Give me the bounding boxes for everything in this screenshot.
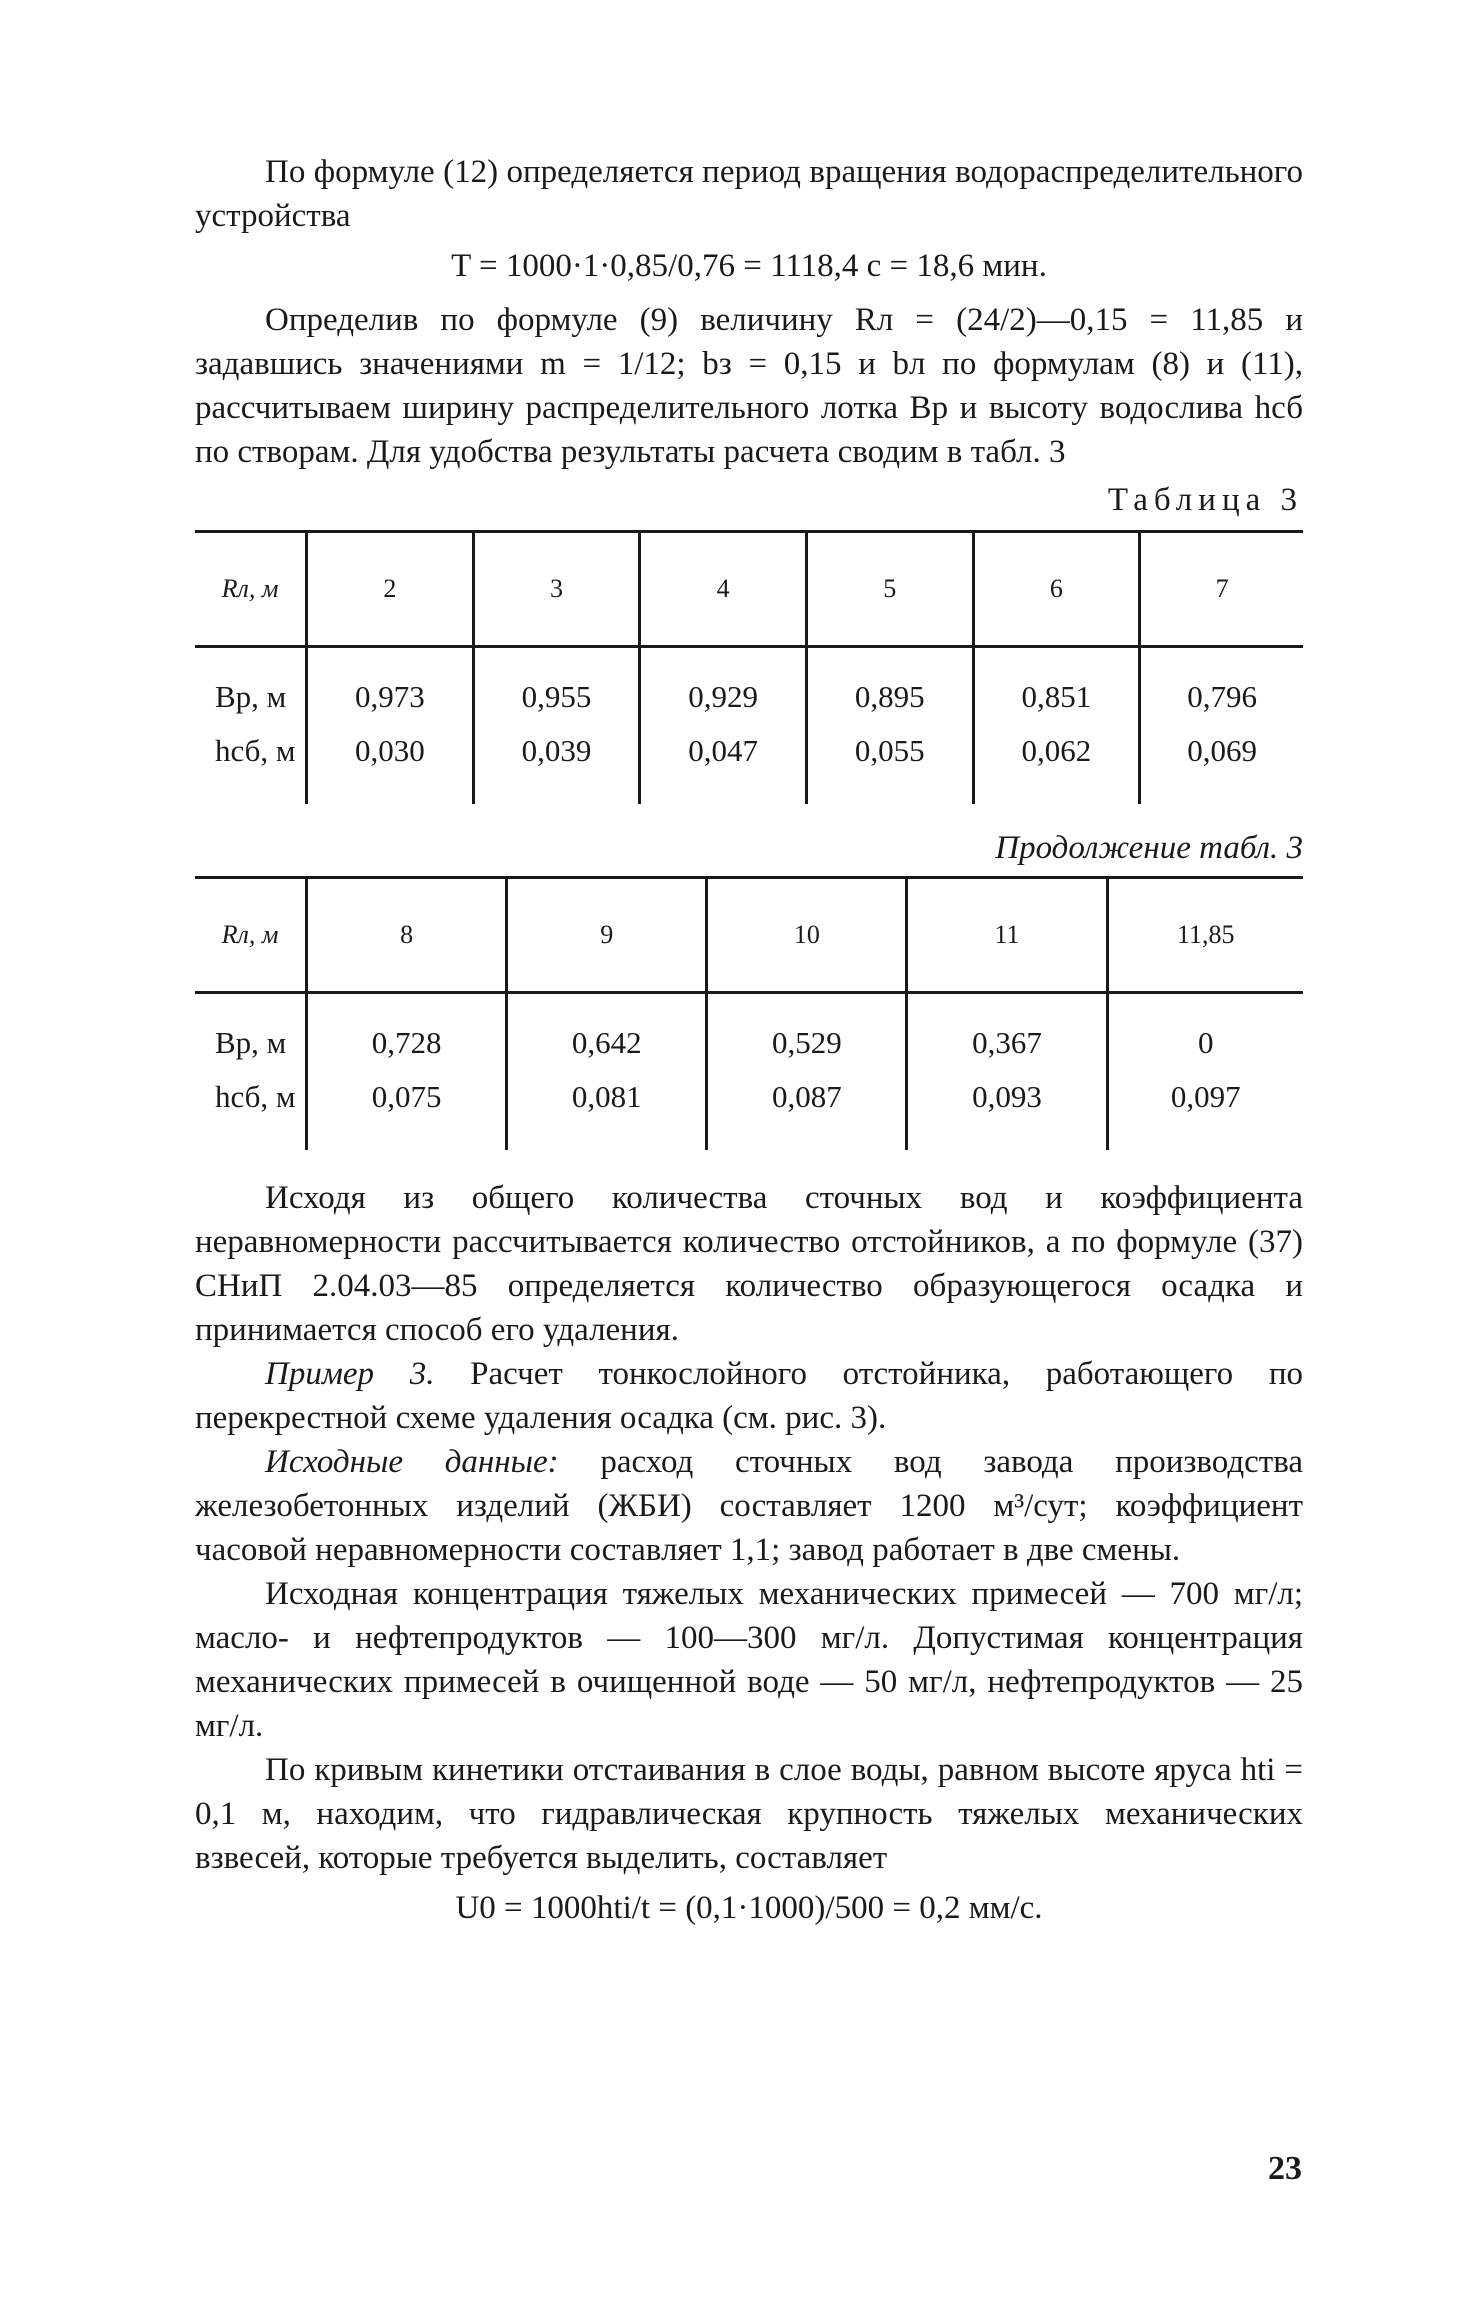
source-data-lead: Исходные данные: [265,1444,559,1480]
table-header-cell: 11,85 [1107,878,1303,993]
table-cell: 0,367 [907,993,1107,1071]
table-cell: 0,642 [507,993,707,1071]
table-3-continued [195,876,1303,1150]
paragraph-concentration: Исходная концентрация тяжелых механических примесей — 700 мг/л; масло- и нефтепродуктов — 100—300 мг/л. Допустимая концентрация механических примесей в очищенной воде — 50 мг/л, нефтепродуктов — 25 мг/л. [195,1576,1303,1744]
table-header-label: Rл, м [195,532,307,647]
table-cell: 0,075 [307,1070,507,1150]
table-cell: 0,955 [473,647,640,725]
table-cell: 0,030 [307,724,474,804]
paragraph-kinetics: По кривым кинетики отстаивания в слое воды, равном высоте яруса hti = 0,1 м, находим, что гидравлическая крупность тяжелых механических взвесей, которые требуется выделить, составляет [195,1752,1303,1876]
example-lead: Пример 3. [265,1356,435,1392]
table-row [195,1070,1303,1150]
paragraph-source-data [195,1440,1303,1572]
table-cell: 0,062 [973,724,1140,804]
table-cell: 0,087 [707,1070,907,1150]
table-cell: 0,728 [307,993,507,1071]
table-header-cell: 2 [307,532,474,647]
table-header-cell: 9 [507,878,707,993]
table-header-cell: 10 [707,878,907,993]
formula-rotation-period: T = 1000·1·0,85/0,76 = 1118,4 с = 18,6 мин. [451,248,1047,284]
table-cell: 0,895 [806,647,973,725]
row-label: hсб, м [215,733,296,768]
table-header-row [195,532,1303,647]
table-header-cell: 3 [473,532,640,647]
paragraph-3: Исходя из общего количества сточных вод и коэффициента неравномерности рассчитывается количество отстойников, а по формуле (37) СНиП 2.04.03—85 определяется количество образующегося осадка и принимается способ его удаления. [195,1180,1303,1348]
table-header-cell: 8 [307,878,507,993]
table-header-cell: 7 [1140,532,1303,647]
table-row [195,724,1303,804]
table-header-row [195,878,1303,993]
paragraph-example-3 [195,1352,1303,1440]
page-number: 23 [1268,2150,1302,2187]
example-text: Расчет тонкослойного отстойника, работающего по перекрестной схеме удаления осадка (см. рис. 3). [195,1356,1303,1436]
table-row [195,647,1303,725]
table-cell: 0,093 [907,1070,1107,1150]
table-cell: 0,851 [973,647,1140,725]
table-cell: 0,097 [1107,1070,1303,1150]
table-cell: 0,055 [806,724,973,804]
table-cell: 0,047 [640,724,807,804]
table-header-cell: 6 [973,532,1140,647]
table-caption: Таблица 3 [1107,482,1303,518]
table-row [195,993,1303,1071]
row-label: hсб, м [215,1079,296,1114]
table-cell: 0,929 [640,647,807,725]
formula-hydraulic-size: U0 = 1000hti/t = (0,1·1000)/500 = 0,2 мм/с. [455,1890,1043,1926]
row-label: Bр, м [215,1025,287,1060]
table-cell: 0,796 [1140,647,1303,725]
table-cell: 0,039 [473,724,640,804]
source-data-text: расход сточных вод завода производства железобетонных изделий (ЖБИ) составляет 1200 м³/сут; коэффициент часовой неравномерности составляет 1,1; завод работает в две смены. [195,1444,1303,1568]
table-header-cell: 11 [907,878,1107,993]
paragraph-1: По формуле (12) определяется период вращения водораспределительного устройства [195,154,1303,234]
table-cell: 0 [1107,993,1303,1071]
table-header-cell: 5 [806,532,973,647]
table-cell: 0,081 [507,1070,707,1150]
paragraph-2: Определив по формуле (9) величину Rл = (24/2)—0,15 = 11,85 и задавшись значениями m = 1/12; bз = 0,15 и bл по формулам (8) и (11), рассчитываем ширину распределительного лотка Bр и высоту водослива hсб по створам. Для удобства результаты расчета сводим в табл. 3 [195,302,1303,470]
table-cell: 0,973 [307,647,474,725]
table-cell: 0,069 [1140,724,1303,804]
table-cell: 0,529 [707,993,907,1071]
row-label: Bр, м [215,679,287,714]
table-continuation-caption: Продолжение табл. 3 [995,830,1303,866]
table-3 [195,530,1303,804]
table-header-label: Rл, м [195,878,307,993]
page-body [195,150,1303,1940]
table-header-cell: 4 [640,532,807,647]
